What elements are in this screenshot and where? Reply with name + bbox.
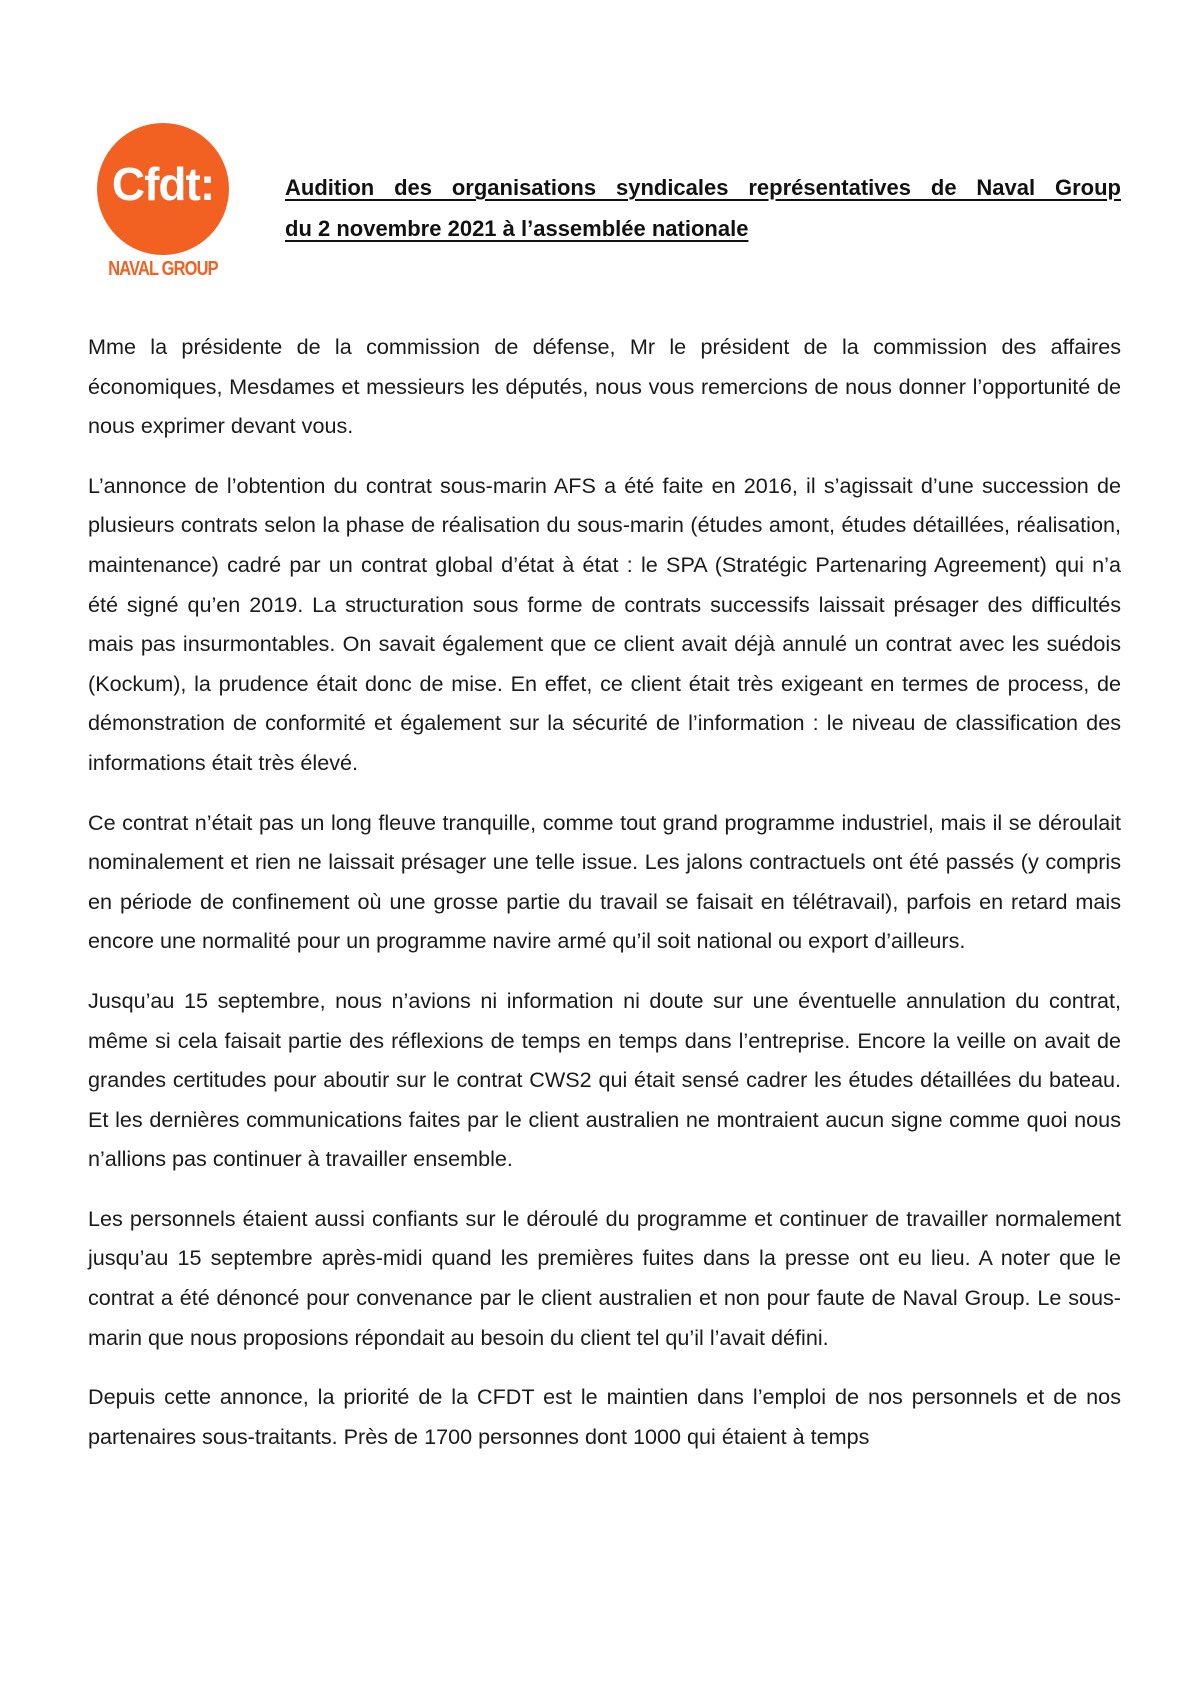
- cfdt-naval-group-logo: [92, 123, 234, 283]
- title-line-1: Audition des organisations syndicales représentatives de Naval Group: [285, 175, 1121, 200]
- document-title: [285, 167, 1121, 249]
- paragraph: Jusqu’au 15 septembre, nous n’avions ni information ni doute sur une éventuelle annulation du contrat, même si cela faisait partie des réflexions de temps en temps dans l’entreprise. Encore la veille on avait de grandes certitudes pour aboutir sur le contrat CWS2 qui était sensé cadrer les études détaillées du bateau. Et les dernières communications faites par le client australien ne montraient aucun signe comme quoi nous n’allions pas continuer à travailler ensemble.: [88, 987, 1121, 1172]
- paragraph: Depuis cette annonce, la priorité de la CFDT est le maintien dans l’emploi de nos personnels et de nos partenaires sous-traitants. Près de 1700 personnes dont 1000 qui étaient à temps: [88, 1384, 1121, 1449]
- title-line-2: du 2 novembre 2021 à l’assemblée nationale: [285, 216, 749, 241]
- paragraph: Les personnels étaient aussi confiants sur le déroulé du programme et continuer de travailler normalement jusqu’au 15 septembre après-midi quand les premières fuites dans la presse ont eu lieu. A noter que le contrat a été dénoncé pour convenance par le client australien et non pour faute de Naval Group. Le sous-marin que nous proposions répondait au besoin du client tel qu’il l’avait défini.: [88, 1205, 1121, 1350]
- paragraph: L’annonce de l’obtention du contrat sous-marin AFS a été faite en 2016, il s’agissait d’une succession de plusieurs contrats selon la phase de réalisation du sous-marin (études amont, études détaillées, réalisation, maintenance) cadré par un contrat global d’état à état : le SPA (Stratégic Partenaring Agreement) qui n’a été signé qu’en 2019. La structuration sous forme de contrats successifs laissait présager des difficultés mais pas insurmontables. On savait également que ce client avait déjà annulé un contrat avec les suédois (Kockum), la prudence était donc de mise. En effet, ce client était très exigeant en termes de process, de démonstration de conformité et également sur la sécurité de l’information : le niveau de classification des informations était très élevé.: [88, 472, 1121, 775]
- document-body: [88, 327, 1121, 1476]
- paragraph: Ce contrat n’était pas un long fleuve tranquille, comme tout grand programme industriel, mais il se déroulait nominalement et rien ne laissait présager une telle issue. Les jalons contractuels ont été passés (y compris en période de confinement où une grosse partie du travail se faisait en télétravail), parfois en retard mais encore une normalité pour un programme navire armé qu’il soit national ou export d’ailleurs.: [88, 809, 1121, 954]
- paragraph: Mme la présidente de la commission de défense, Mr le président de la commission des affaires économiques, Mesdames et messieurs les députés, nous vous remercions de nous donner l’opportunité de nous exprimer devant vous.: [88, 334, 1121, 439]
- logo-wordmark: Cfdt:: [111, 158, 215, 210]
- logo-subtitle: NAVAL GROUP: [108, 258, 218, 280]
